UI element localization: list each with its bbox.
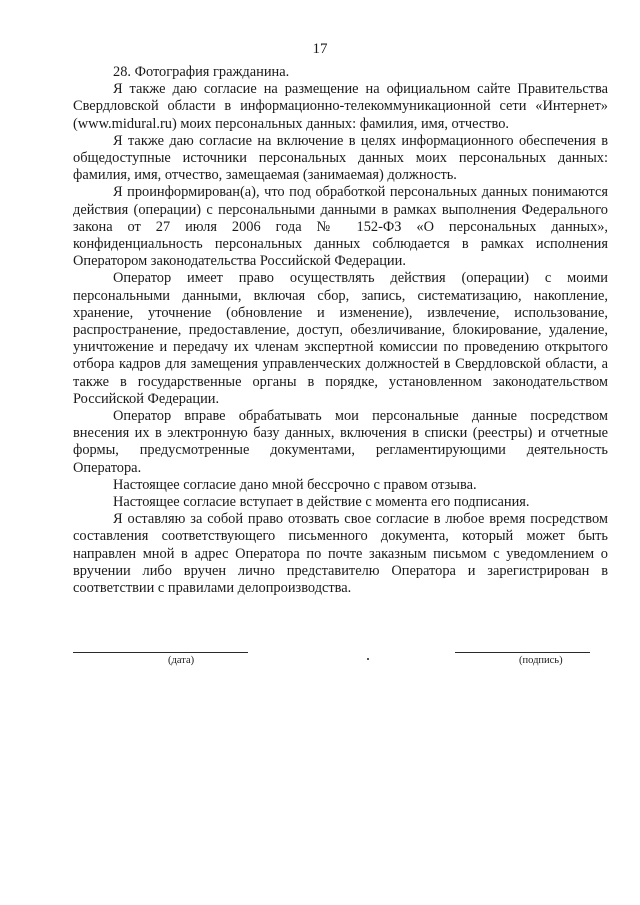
separator-dot xyxy=(367,658,369,660)
signature-caption: (подпись) xyxy=(519,655,563,666)
date-caption: (дата) xyxy=(168,655,195,666)
paragraph-consent-website: Я также даю согласие на размещение на официальном сайте Правительства Свердловской области в информационно-телекоммуникационной сети «Интернет» (www.midural.ru) моих персональных данных: фамилия, имя, отчество. xyxy=(73,81,608,132)
paragraph-revocation-right: Я оставляю за собой право отозвать свое согласие в любое время посредством составления соответствующего письменного документа, который может быть направлен мной в адрес Оператора по почте заказным письмом с уведомлением о вручении либо вручен лично представителю Оператора и зарегистрирован в соответствии с правилами делопроизводства. xyxy=(73,511,608,597)
paragraph-consent-public-sources: Я также даю согласие на включение в целях информационного обеспечения в общедоступные источники персональных данных моих персональных данных: фамилия, имя, отчество, замещаемая (занимаемая) должность. xyxy=(73,132,608,184)
paragraph-consent-term: Настоящее согласие дано мной бессрочно с правом отзыва. xyxy=(113,476,477,493)
document-body xyxy=(73,64,608,597)
paragraph-operator-database: Оператор вправе обрабатывать мои персональные данные посредством внесения их в электронную базу данных, включения в списки (реестры) и отчетные формы, предусмотренные документами, регламентирующими деятельность Оператора. xyxy=(73,408,608,476)
signature-line xyxy=(455,652,590,653)
page-number: 17 xyxy=(312,41,328,57)
date-line xyxy=(73,652,248,653)
paragraph-item-28: 28. Фотография гражданина. xyxy=(113,64,290,80)
paragraph-operator-rights: Оператор имеет право осуществлять действия (операции) с моими персональными данными, включая сбор, запись, систематизацию, накопление, хранение, уточнение (обновление и изменение), извлечение, использование, распространение, предоставление, доступ, обезличивание, блокирование, удаление, уничтожение и передачу их членам экспертной комиссии по проведению открытого отбора кадров для замещения управленческих должностей в Свердловской области, а также в государственные органы в порядке, установленном законодательством Российской Федерации. xyxy=(73,270,608,407)
signature-block xyxy=(73,648,593,678)
paragraph-informed-processing: Я проинформирован(а), что под обработкой персональных данных понимаются действия (операции) с персональными данными в рамках выполнения Федерального закона от 27 июля 2006 года № 152-ФЗ «О персональных данных», конфиденциальность персональных данных соблюдается в рамках исполнения Оператором законодательства Российской Федерации. xyxy=(73,184,608,270)
paragraph-consent-effective: Настоящее согласие вступает в действие с момента его подписания. xyxy=(113,494,530,511)
